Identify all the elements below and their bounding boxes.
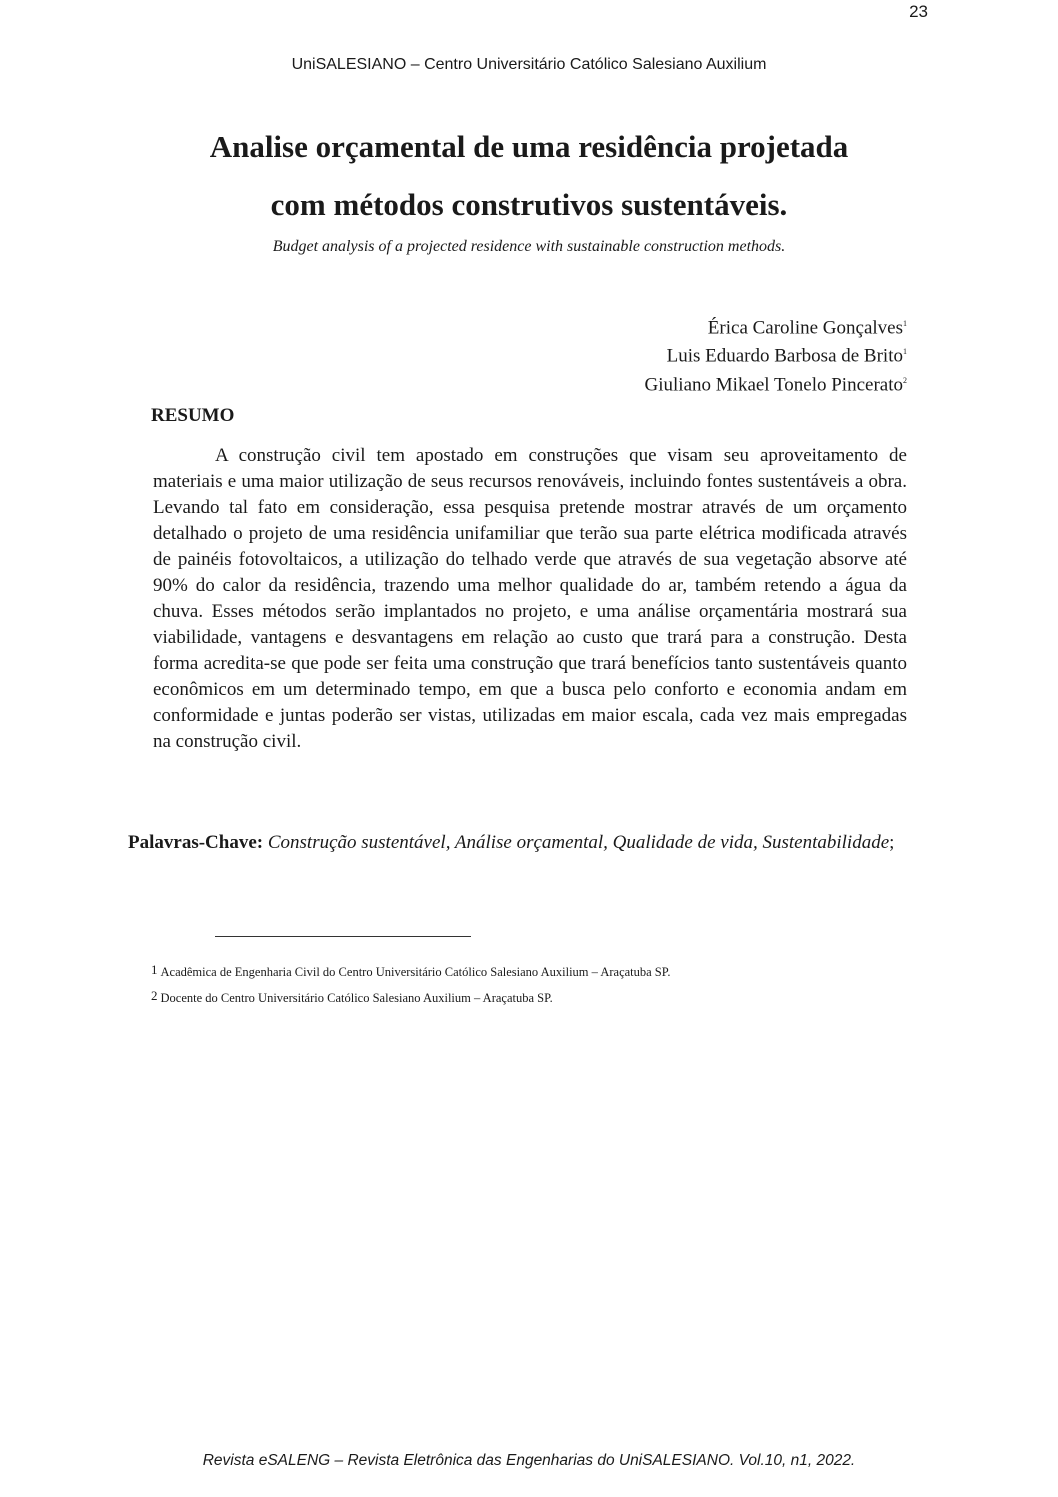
footnote-2 — [151, 988, 553, 1006]
abstract-heading: RESUMO — [151, 405, 235, 426]
footnote-text: Acadêmica de Engenharia Civil do Centro Universitário Católico Salesiano Auxilium – Araçatuba SP. — [160, 965, 671, 979]
running-footer: Revista eSALENG – Revista Eletrônica das Engenharias do UniSALESIANO. Vol.10, n1, 2022. — [202, 1452, 856, 1469]
affiliation-mark: 2 — [903, 375, 907, 385]
author-2 — [645, 340, 907, 368]
abstract-body: A construção civil tem apostado em construções que visam seu aproveitamento de materiais e uma maior utilização de seus recursos renováveis, incluindo fontes sustentáveis a obra. Levando tal fato em consideração, essa pesquisa pretende mostrar através de um orçamento detalhado o projeto de uma residência unifamiliar que terão sua parte elétrica modificada através de painéis fotovoltaicos, a utilização do telhado verde que através de sua vegetação absorve até 90% do calor da residência, trazendo uma melhor qualidade do ar, também retendo a água da chuva. Esses métodos serão implantados no projeto, e uma análise orçamentária mostrará sua viabilidade, vantagens e desvantagens em relação ao custo que trará para a construção. Desta forma acredita-se que pode ser feita uma construção que trará benefícios tanto sustentáveis quanto econômicos em um determinado tempo, em que a busca pelo conforto e economia andam em conformidade e juntas poderão ser vistas, utilizadas em maior escala, cada vez mais empregadas na construção civil. — [153, 445, 907, 752]
footnote-mark: 1 — [151, 962, 158, 977]
author-1 — [645, 312, 907, 340]
keywords-text: Construção sustentável, Análise orçamental, Qualidade de vida, Sustentabilidade — [267, 832, 890, 853]
footnote-separator — [215, 936, 471, 937]
affiliation-mark: 1 — [903, 347, 907, 357]
author-name: Giuliano Mikael Tonelo Pincerato — [644, 373, 903, 395]
keywords-label: Palavras-Chave: — [128, 832, 264, 853]
page-number: 23 — [909, 2, 928, 21]
article-title — [100, 118, 958, 234]
author-name: Luis Eduardo Barbosa de Brito — [666, 345, 903, 367]
keywords — [128, 830, 930, 856]
author-list — [645, 312, 907, 397]
footnote-mark: 2 — [151, 988, 158, 1003]
author-3 — [645, 369, 907, 397]
keywords-terminator: ; — [889, 832, 895, 853]
english-title: Budget analysis of a projected residence with sustainable construction methods. — [272, 238, 786, 255]
footnote-1 — [151, 962, 670, 980]
author-name: Érica Caroline Gonçalves — [707, 317, 903, 339]
affiliation-mark: 1 — [903, 319, 907, 328]
running-header: UniSALESIANO – Centro Universitário Católico Salesiano Auxilium — [291, 56, 767, 73]
title-line-2: com métodos construtivos sustentáveis. — [270, 187, 788, 222]
footnote-text: Docente do Centro Universitário Católico Salesiano Auxilium – Araçatuba SP. — [160, 991, 553, 1005]
title-line-1: Analise orçamental de uma residência projetada — [209, 129, 849, 164]
